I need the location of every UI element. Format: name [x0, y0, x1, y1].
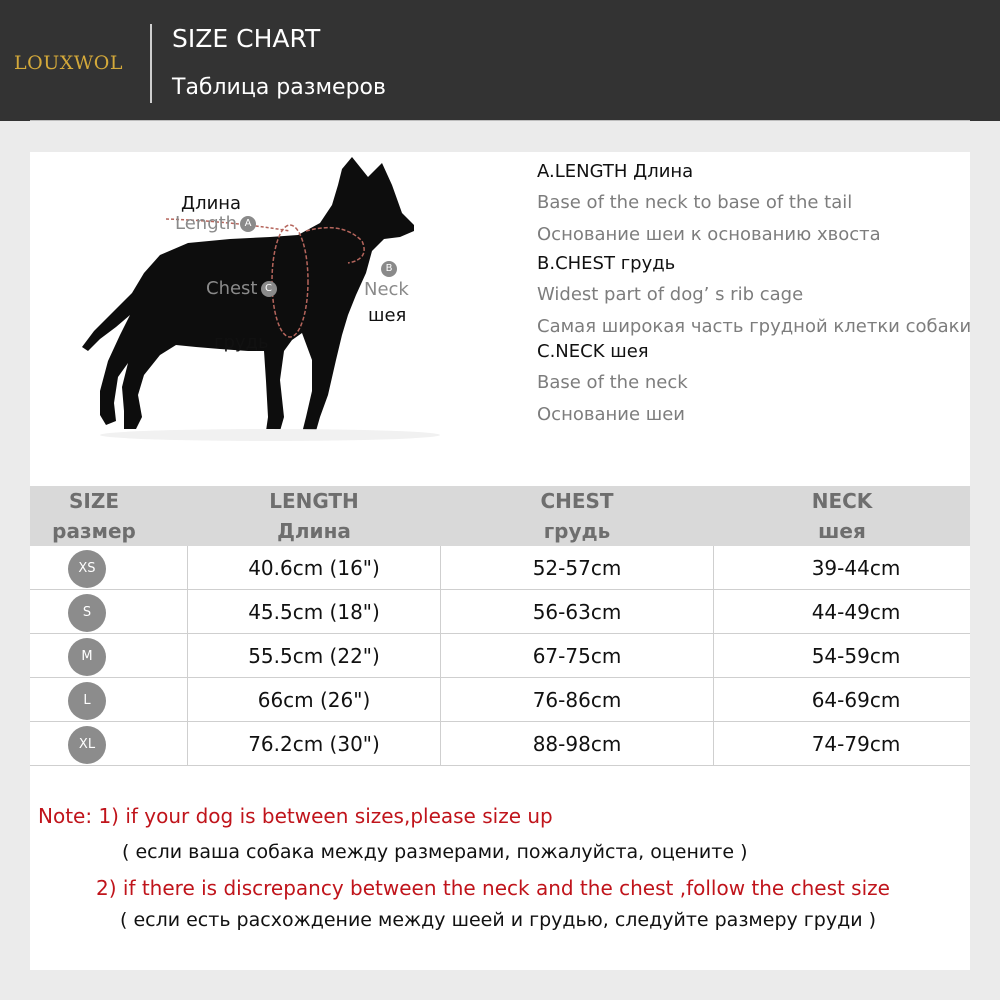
chest-label-ru: грудь	[214, 332, 269, 353]
definition-c-en: Base of the neck	[537, 372, 688, 393]
dog-silhouette-illustration	[80, 155, 460, 445]
cell-length: 76.2cm (30")	[248, 732, 380, 756]
definition-b-ru: Самая широкая часть грудной клетки собаки	[537, 316, 972, 337]
column-header-neck-ru: шея	[818, 519, 866, 543]
cell-neck: 74-79cm	[811, 732, 901, 756]
cell-chest: 88-98cm	[532, 732, 622, 756]
note-1: Note: 1) if your dog is between sizes,please size up	[38, 804, 553, 828]
column-header-size-ru: размер	[52, 519, 136, 543]
note-2: 2) if there is discrepancy between the neck and the chest ,follow the chest size	[96, 876, 890, 900]
brand-logo: LOUXWOL	[14, 52, 123, 74]
size-badge-xs: XS	[68, 550, 106, 588]
header-bar	[0, 0, 1000, 121]
badge-b: B	[381, 261, 397, 277]
length-label-ru: Длина	[181, 193, 242, 214]
page-title-ru: Таблица размеров	[172, 75, 386, 100]
cell-chest: 56-63cm	[532, 600, 622, 624]
size-badge-m: M	[68, 638, 106, 676]
column-header-length	[188, 486, 440, 546]
definition-b-heading: B.CHEST грудь	[537, 253, 676, 274]
definition-b-en: Widest part of dog’ s rib cage	[537, 284, 804, 305]
column-header-chest-en: CHEST	[540, 489, 614, 513]
size-badge-l: L	[68, 682, 106, 720]
cell-neck: 39-44cm	[811, 556, 901, 580]
definition-c-heading: C.NECK шея	[537, 341, 649, 362]
cell-length: 45.5cm (18")	[248, 600, 380, 624]
cell-neck: 44-49cm	[811, 600, 901, 624]
cell-length: 66cm (26")	[257, 688, 371, 712]
length-label	[175, 213, 256, 234]
cell-neck: 64-69cm	[811, 688, 901, 712]
size-badge-s: S	[68, 594, 106, 632]
chest-label-en: Chest	[206, 278, 258, 299]
column-header-size-en: SIZE	[68, 489, 119, 513]
definition-a-heading: A.LENGTH Длина	[537, 161, 694, 182]
column-header-size	[30, 486, 158, 546]
length-label-en: Length	[175, 213, 238, 234]
cell-length: 40.6cm (16")	[248, 556, 380, 580]
divider-line	[30, 120, 970, 121]
column-header-chest	[441, 486, 713, 546]
definition-a-en: Base of the neck to base of the tail	[537, 192, 853, 213]
cell-length: 55.5cm (22")	[248, 644, 380, 668]
size-badge-xl: XL	[68, 726, 106, 764]
badge-c: C	[261, 281, 277, 297]
definition-a-ru: Основание шеи к основанию хвоста	[537, 224, 881, 245]
definition-c-ru: Основание шеи	[537, 404, 685, 425]
column-header-chest-ru: грудь	[543, 519, 611, 543]
header-divider	[150, 24, 152, 103]
cell-neck: 54-59cm	[811, 644, 901, 668]
column-header-neck	[714, 486, 970, 546]
column-header-length-ru: Длина	[277, 519, 351, 543]
page-title: SIZE CHART	[172, 24, 321, 53]
badge-a: A	[240, 216, 256, 232]
cell-chest: 76-86cm	[532, 688, 622, 712]
neck-label-ru: шея	[368, 305, 407, 326]
note-2-ru: ( если есть расхождение между шеей и грудью, следуйте размеру груди )	[120, 909, 877, 931]
neck-label-en: Neck	[364, 279, 409, 300]
column-header-length-en: LENGTH	[269, 489, 359, 513]
cell-chest: 67-75cm	[532, 644, 622, 668]
neck-badge-wrap	[378, 258, 397, 279]
cell-chest: 52-57cm	[532, 556, 622, 580]
column-header-neck-en: NECK	[811, 489, 873, 513]
chest-label	[206, 278, 277, 299]
note-1-ru: ( если ваша собака между размерами, пожалуйста, оцените )	[122, 841, 748, 863]
